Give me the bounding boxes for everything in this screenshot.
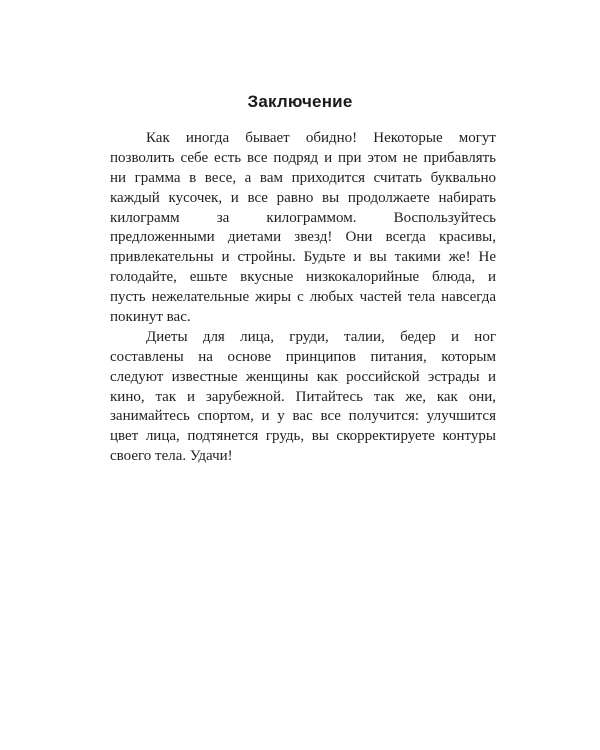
text-line: каждый кусочек, и все равно вы продолжаете набирать [110, 189, 496, 206]
text-line: привлекательны и стройны. Будьте и вы такими же! Не [110, 249, 496, 266]
paragraph-2 [110, 328, 496, 467]
text-line: килограмм за килограммом. Воспользуйтесь [110, 209, 496, 226]
text-line: пусть нежелательные жиры с любых частей тела навсегда [110, 289, 496, 306]
text-line: Диеты для лица, груди, талии, бедер и ног [146, 328, 496, 345]
text-line: кино, так и зарубежной. Питайтесь так же, как они, [110, 388, 496, 405]
body-text [110, 129, 496, 467]
text-line: предложенными диетами звезд! Они всегда красивы, [110, 229, 496, 246]
text-line: ни грамма в весе, а вам приходится считать буквально [110, 169, 496, 186]
text-line: своего тела. Удачи! [110, 448, 233, 465]
text-line: цвет лица, подтянется грудь, вы скорректируете контуры [110, 428, 496, 445]
page-title: Заключение [247, 92, 353, 111]
text-line: следуют известные женщины как российской эстрады и [110, 368, 496, 385]
text-line: Как иногда бывает обидно! Некоторые могут [146, 130, 496, 146]
text-line: составлены на основе принципов питания, которым [110, 348, 496, 365]
text-line: позволить себе есть все подряд и при этом не прибавлять [110, 149, 496, 166]
text-line: покинут вас. [110, 309, 191, 326]
paragraph-1 [110, 129, 496, 328]
text-line: занимайтесь спортом, и у вас все получится: улучшится [110, 408, 496, 425]
text-line: голодайте, ешьте вкусные низкокалорийные блюда, и [110, 269, 496, 286]
